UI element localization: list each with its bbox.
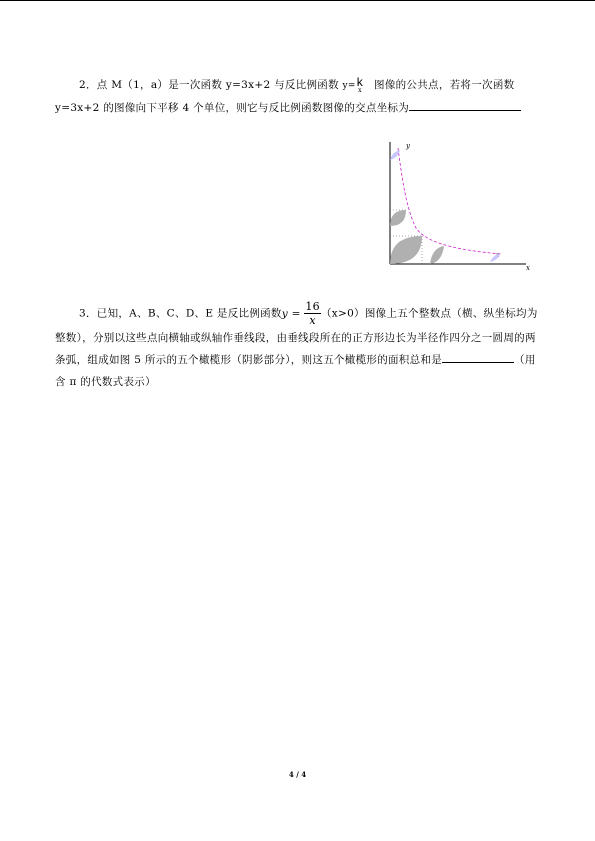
problem-2-text-b: 图像的公共点，若将一次函数 y=3x+2 的图像向下平移 4 个单位，则它与反比例函数图像的交点坐标为 <box>55 79 515 114</box>
x-axis-label: x <box>526 264 530 272</box>
problem-2 <box>55 74 545 119</box>
problem-3-text-b: （x>0）图像上五个整数点（横、纵坐标均为整数），分别以这些点向横轴或纵轴作垂线段，由垂线段所在的正方形边长为半径作四分之一圆周的两条弧，组成如图 5 所示的五个橄榄形（阴影部分），则这五个橄榄形的面积总和是 <box>55 307 538 366</box>
olive-shape-right <box>430 246 444 264</box>
function-y: y <box>281 307 288 320</box>
problem-2-text-a: 点 M（1，a）是一次函数 y=3x+2 与反比例函数 <box>96 79 339 91</box>
function-eq: = <box>287 307 305 320</box>
inverse-function-fraction <box>356 74 364 94</box>
fraction-numerator: 16 <box>305 300 320 313</box>
problem-2-number: 2． <box>79 79 97 91</box>
fraction-denominator: x <box>309 314 316 327</box>
fraction-16-over-x <box>304 300 321 327</box>
inverse-function-x: x <box>358 86 362 94</box>
olive-shape-top <box>390 150 400 160</box>
inverse-function-inline <box>342 74 364 94</box>
problem-3-number: 3． <box>79 307 97 320</box>
answer-blank-3[interactable] <box>442 352 514 363</box>
hyperbola-figure <box>376 138 536 272</box>
inverse-function-k: k <box>356 74 364 89</box>
problem-3-text-c: （用含 π 的代数式表示） <box>55 354 536 388</box>
inverse-function-16 <box>281 300 321 327</box>
top-rule <box>0 0 595 1</box>
olive-shape-small-top <box>390 210 406 226</box>
problem-3-text-a: 已知，A、B、C、D、E 是反比例函数 <box>96 307 282 320</box>
olive-shape-large <box>390 236 422 264</box>
y-axis-label: y <box>406 142 410 150</box>
page-number: 4 / 4 <box>288 770 307 779</box>
answer-blank-2[interactable] <box>409 100 521 111</box>
inverse-function-prefix: y= <box>342 81 356 91</box>
problem-3 <box>55 300 545 393</box>
